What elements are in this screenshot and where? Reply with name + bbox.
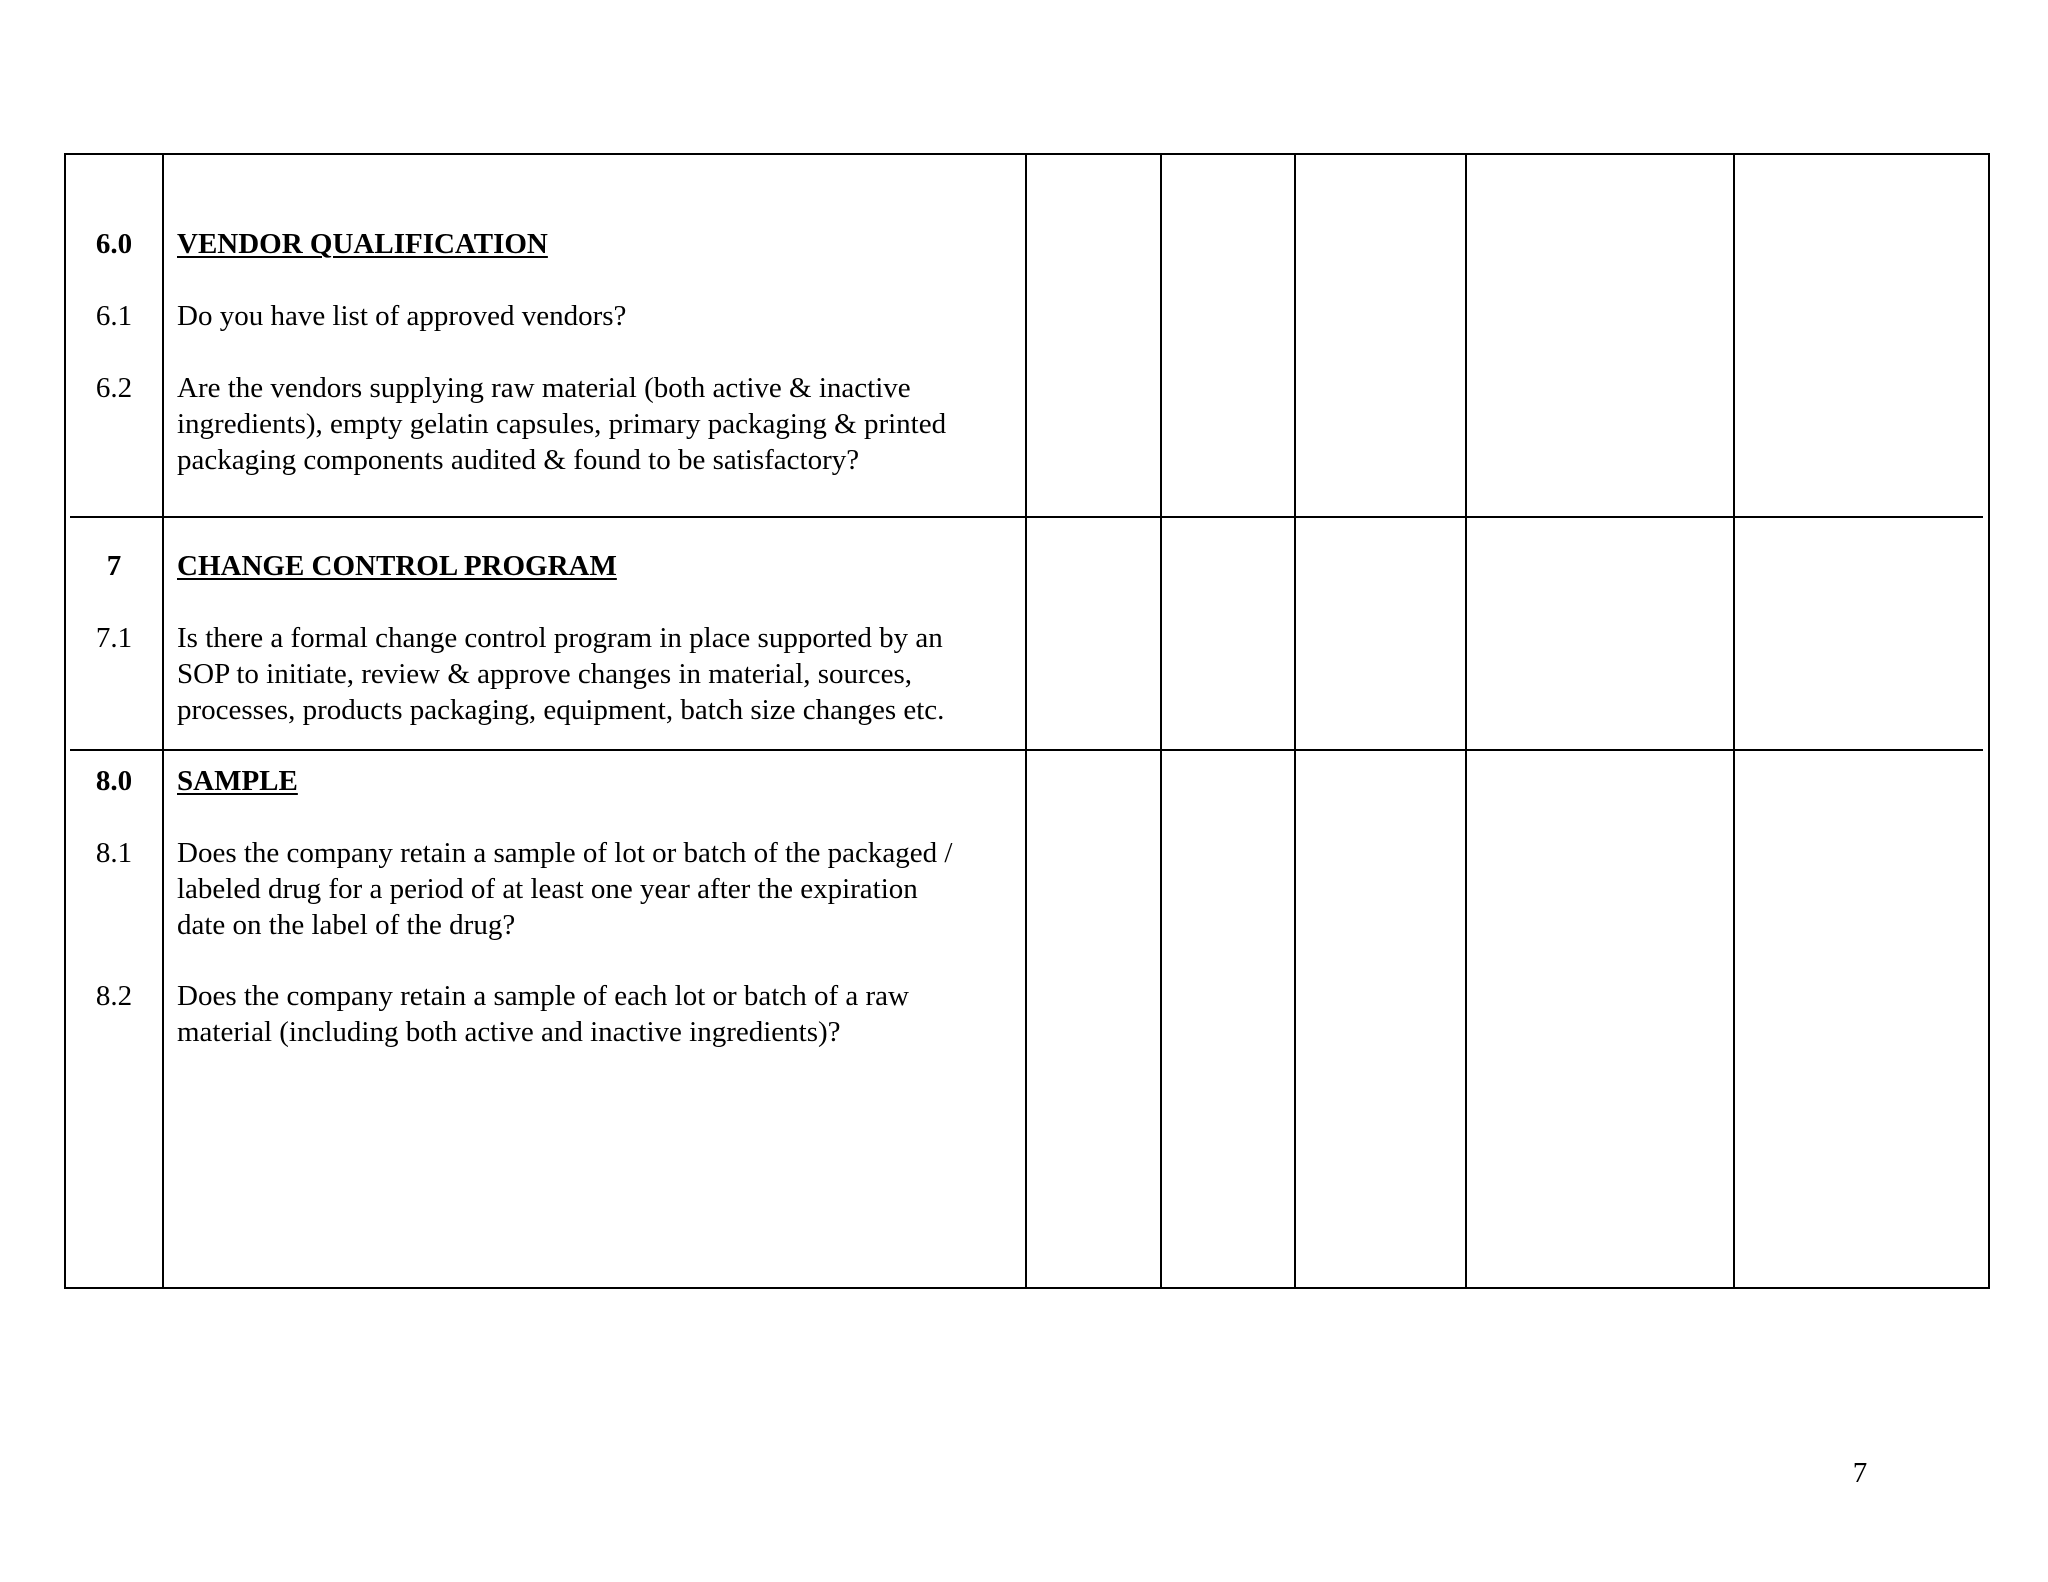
- table-border-bottom: [64, 1287, 1990, 1289]
- column-divider: [1160, 153, 1162, 1289]
- item-number: 8.1: [95, 837, 133, 869]
- text-line: Is there a formal change control program in place supported by an: [177, 622, 943, 654]
- row-divider: [70, 749, 1983, 751]
- table-border-right: [1988, 153, 1990, 1289]
- text-line: processes, products packaging, equipment, batch size changes etc.: [177, 694, 945, 726]
- column-divider: [1465, 153, 1467, 1289]
- text-line: material (including both active and inactive ingredients)?: [177, 1016, 841, 1048]
- text-line: SOP to initiate, review & approve changes in material, sources,: [177, 658, 912, 690]
- item-text: [177, 620, 1027, 728]
- item-text: [177, 370, 1027, 478]
- text-line: Does the company retain a sample of each lot or batch of a raw: [177, 980, 909, 1012]
- section-number: 6.0: [95, 228, 133, 260]
- text-line: labeled drug for a period of at least one year after the expiration: [177, 873, 918, 905]
- item-number: 7.1: [95, 622, 133, 654]
- item-text: [177, 978, 1027, 1050]
- section-heading: CHANGE CONTROL PROGRAM: [177, 550, 617, 582]
- text-line: ingredients), empty gelatin capsules, primary packaging & printed: [177, 408, 947, 440]
- column-divider: [1733, 153, 1735, 1289]
- item-number: 6.2: [95, 372, 133, 404]
- item-text: [177, 835, 1027, 943]
- text-line: Does the company retain a sample of lot or batch of the packaged /: [177, 837, 953, 869]
- item-text: Do you have list of approved vendors?: [177, 300, 627, 332]
- section-number: 8.0: [95, 765, 133, 797]
- column-divider: [162, 153, 164, 1289]
- section-heading: SAMPLE: [177, 765, 298, 797]
- text-line: date on the label of the drug?: [177, 909, 516, 941]
- text-line: packaging components audited & found to be satisfactory?: [177, 444, 860, 476]
- section-heading: VENDOR QUALIFICATION: [177, 228, 548, 260]
- table-border-top: [64, 153, 1990, 155]
- row-divider: [70, 516, 1983, 518]
- section-number: 7: [106, 550, 122, 582]
- page-number: 7: [1852, 1457, 1868, 1489]
- column-divider: [1294, 153, 1296, 1289]
- item-number: 6.1: [95, 300, 133, 332]
- item-number: 8.2: [95, 980, 133, 1012]
- text-line: Are the vendors supplying raw material (both active & inactive: [177, 372, 911, 404]
